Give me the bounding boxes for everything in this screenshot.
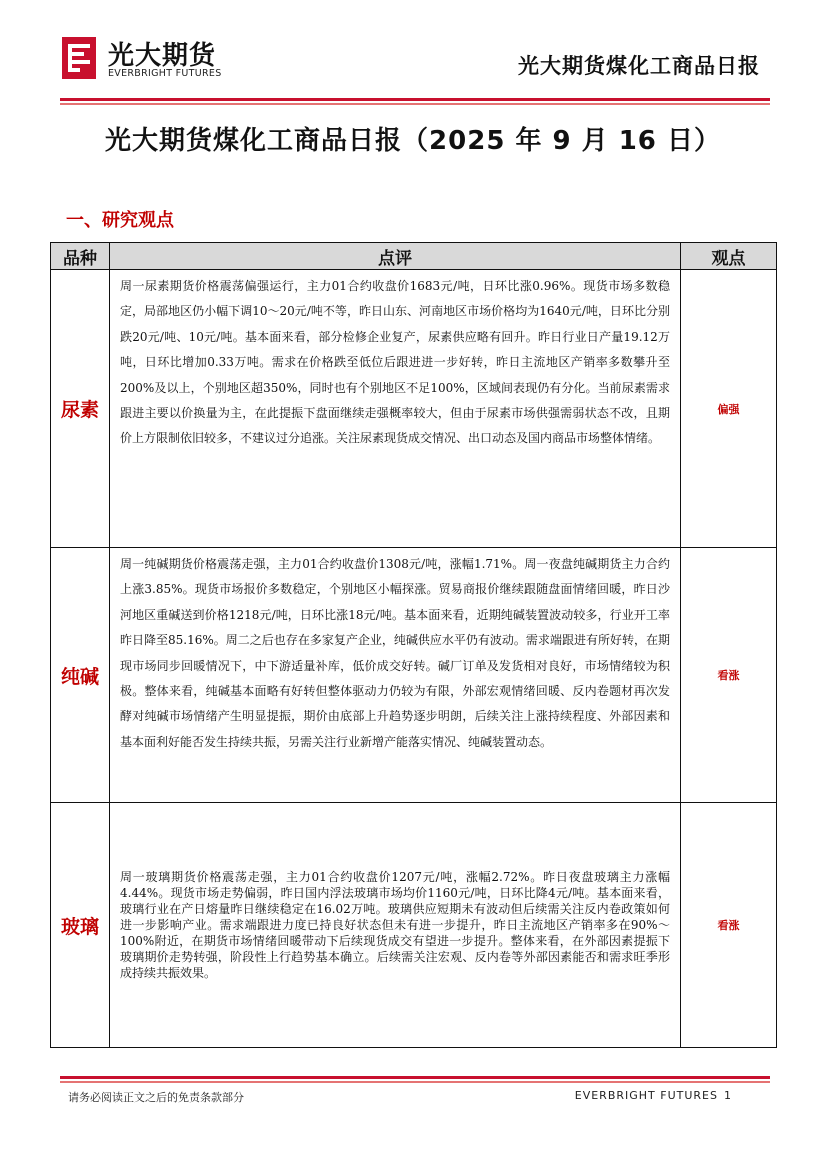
variety-cell: 玻璃: [51, 803, 110, 1048]
header-view: 观点: [681, 243, 777, 270]
logo-chinese-name: 光大期货: [108, 41, 217, 71]
header-rule-thin: [60, 103, 770, 105]
comment-cell: 周一玻璃期货价格震荡走强，主力01合约收盘价1207元/吨，涨幅2.72%。昨日夜盘玻璃主力涨幅4.44%。现货市场走势偏弱，昨日国内浮法玻璃市场均价1160元/吨，日环比降4元/吨。基本面来看，玻璃行业在产日熔量昨日继续稳定在16.02万吨。玻璃供应短期未有波动但后续需关注反内卷政策如何进一步影响产业。需求端跟进力度已持良好状态但未有进一步提升，昨日主流地区产销率多在90%～100%附近，在期货市场情绪回暖带动下后续现货成交有望进一步提升。整体来看，在外部因素提振下玻璃期价走势转强，阶段性上行趋势基本确立。后续需关注宏观、反内卷等外部因素能否和需求旺季形成持续共振效果。: [110, 803, 681, 1048]
comment-cell: 周一尿素期货价格震荡偏强运行，主力01合约收盘价1683元/吨，日环比涨0.96%。现货市场多数稳定，局部地区仍小幅下调10～20元/吨不等，昨日山东、河南地区市场价格均为1640元/吨，日环比分别跌20元/吨、10元/吨。基本面来看，部分检修企业复产，尿素供应略有回升。昨日行业日产量19.12万吨，日环比增加0.33万吨。需求在价格跌至低位后跟进进一步好转，昨日主流地区产销率多数攀升至200%及以上，个别地区超350%，同时也有个别地区不足100%，区域间表现仍有分化。当前尿素需求跟进主要以价换量为主，在此提振下盘面继续走强概率较大，但由于尿素市场供强需弱状态不改，且期价上方限制依旧较多，不建议过分追涨。关注尿素现货成交情况、出口动态及国内商品市场整体情绪。: [110, 270, 681, 548]
variety-cell: 纯碱: [51, 548, 110, 803]
company-logo: [62, 35, 237, 85]
view-cell: 偏强: [681, 270, 777, 548]
table-row: [51, 803, 777, 1048]
header-rule: [60, 98, 770, 101]
view-cell: 看涨: [681, 803, 777, 1048]
section-heading: 一、研究观点: [66, 210, 174, 231]
page-number: 1: [724, 1089, 731, 1102]
footer-rule: [60, 1076, 770, 1079]
view-cell: 看涨: [681, 548, 777, 803]
footer-disclaimer: 请务必阅读正文之后的免责条款部分: [68, 1091, 244, 1104]
table-header-row: [51, 243, 777, 270]
logo-english-name: EVERBRIGHT FUTURES: [108, 68, 222, 79]
table-row: [51, 548, 777, 803]
document-title: 光大期货煤化工商品日报（2025 年 9 月 16 日）: [105, 126, 721, 156]
comment-cell: 周一纯碱期货价格震荡走强，主力01合约收盘价1308元/吨，涨幅1.71%。周一夜盘纯碱期货主力合约上涨3.85%。现货市场报价多数稳定，个别地区小幅探涨。贸易商报价继续跟随盘面情绪回暖，昨日沙河地区重碱送到价格1218元/吨，日环比涨18元/吨。基本面来看，近期纯碱装置波动较多，行业开工率昨日降至85.16%。周二之后也存在多家复产企业，纯碱供应水平仍有波动。需求端跟进有所好转，在期现市场同步回暖情况下，中下游适量补库，低价成交好转。碱厂订单及发货相对良好，市场情绪较为积极。整体来看，纯碱基本面略有好转但整体驱动力仍较为有限，外部宏观情绪回暖、反内卷题材再次发酵对纯碱市场情绪产生明显提振，期价由底部上升趋势逐步明朗，后续关注上涨持续程度、外部因素和基本面利好能否发生持续共振，另需关注行业新增产能落实情况、纯碱装置动态。: [110, 548, 681, 803]
header-comment: 点评: [110, 243, 681, 270]
everbright-logo-icon: [62, 37, 96, 79]
header-title: 光大期货煤化工商品日报: [518, 54, 760, 78]
footer-rule-thin: [60, 1081, 770, 1083]
variety-cell: 尿素: [51, 270, 110, 548]
table-row: [51, 270, 777, 548]
footer-brand: EVERBRIGHT FUTURES: [574, 1089, 718, 1102]
research-table: [50, 242, 777, 1048]
header-variety: 品种: [51, 243, 110, 270]
